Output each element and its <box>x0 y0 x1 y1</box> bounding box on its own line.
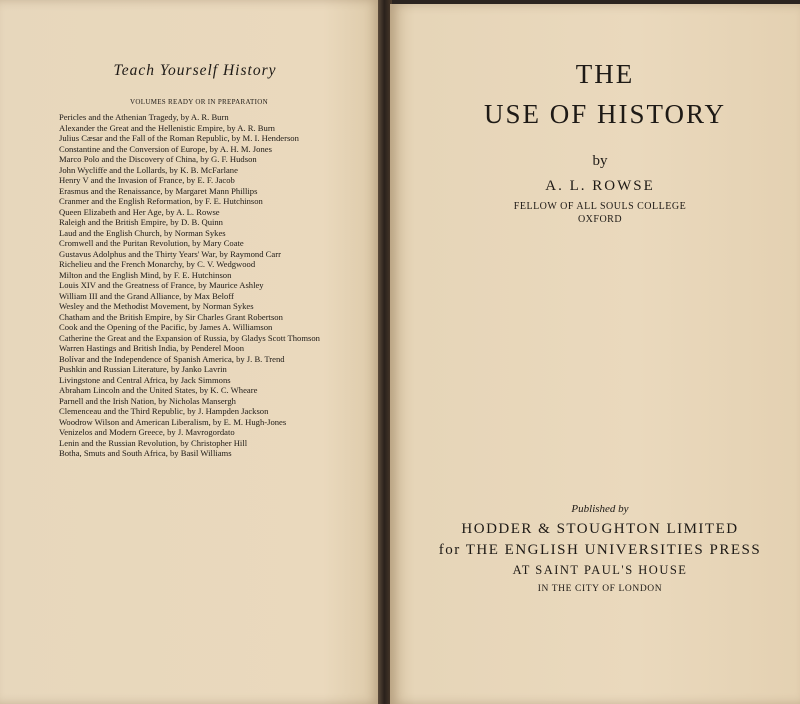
volume-item: Cromwell and the Puritan Revolution, by Mary Coate <box>59 238 244 248</box>
volume-item: Clemenceau and the Third Republic, by J. Hampden Jackson <box>59 406 269 416</box>
volume-item: Henry V and the Invasion of France, by E. F. Jacob <box>59 175 235 185</box>
volume-item: Chatham and the British Empire, by Sir Charles Grant Robertson <box>59 311 283 322</box>
volume-item: John Wycliffe and the Lollards, by K. B. McFarlane <box>59 164 238 175</box>
volume-item: Warren Hastings and British India, by Penderel Moon <box>59 343 244 353</box>
volume-item: Wesley and the Methodist Movement, by Norman Sykes <box>59 301 254 311</box>
series-title: Teach Yourself History <box>113 62 277 79</box>
author-name: A. L. ROWSE <box>545 178 655 194</box>
volume-item: Catherine the Great and the Expansion of Russia, by Gladys Scott Thomson <box>59 332 320 343</box>
volume-item: Julius Cæsar and the Fall of the Roman Republic, by M. I. Henderson <box>59 133 299 143</box>
publisher-address: AT SAINT PAUL'S HOUSE <box>512 563 688 577</box>
volume-item: Marco Polo and the Discovery of China, by G. F. Hudson <box>59 154 257 164</box>
volume-item: Abraham Lincoln and the United States, by K. C. Wheare <box>59 385 258 395</box>
volume-item: Erasmus and the Renaissance, by Margaret Mann Phillips <box>59 185 258 196</box>
volume-item: Bolívar and the Independence of Spanish America, by J. B. Trend <box>59 353 285 364</box>
volume-item: William III and the Grand Alliance, by Max Beloff <box>59 290 234 301</box>
volume-item: Botha, Smuts and South Africa, by Basil Williams <box>59 448 232 458</box>
left-page <box>0 0 380 704</box>
book-title-line1: THE <box>575 59 635 89</box>
volume-item: Raleigh and the British Empire, by D. B. Quinn <box>59 217 223 227</box>
volume-list <box>59 112 351 459</box>
volume-item: Lenin and the Russian Revolution, by Christopher Hill <box>59 437 248 448</box>
author-affiliation-city: OXFORD <box>577 214 623 225</box>
volume-item: Laud and the English Church, by Norman Sykes <box>59 227 226 238</box>
publisher-name: HODDER & STOUGHTON LIMITED <box>461 521 739 537</box>
published-by-label: Published by <box>571 503 629 515</box>
volume-item: Woodrow Wilson and American Liberalism, by E. M. Hugh-Jones <box>59 416 287 427</box>
volume-item: Queen Elizabeth and Her Age, by A. L. Rowse <box>59 206 220 217</box>
volume-item: Louis XIV and the Greatness of France, by Maurice Ashley <box>59 280 264 290</box>
by-line: by <box>592 153 608 169</box>
volume-item: Gustavus Adolphus and the Thirty Years' War, by Raymond Carr <box>59 248 281 259</box>
volume-item: Venizelos and Modern Greece, by J. Mavrogordato <box>59 427 235 437</box>
volume-item: Cranmer and the English Reformation, by F. E. Hutchinson <box>59 196 263 206</box>
publisher-city: IN THE CITY OF LONDON <box>537 584 663 594</box>
volume-item: Richelieu and the French Monarchy, by C. V. Wedgwood <box>59 259 256 269</box>
volume-item: Pushkin and Russian Literature, by Janko Lavrin <box>59 364 227 374</box>
publisher-imprint: for THE ENGLISH UNIVERSITIES PRESS <box>438 542 762 558</box>
book-title-line2: USE OF HISTORY <box>483 99 727 129</box>
volume-item: Parnell and the Irish Nation, by Nicholas Mansergh <box>59 395 236 406</box>
volumes-heading: VOLUMES READY OR IN PREPARATION <box>130 98 268 106</box>
volume-item: Cook and the Opening of the Pacific, by James A. Williamson <box>59 322 273 332</box>
author-affiliation-college: FELLOW OF ALL SOULS COLLEGE <box>513 201 687 212</box>
volume-item: Alexander the Great and the Hellenistic Empire, by A. R. Burn <box>59 122 275 133</box>
volume-item: Constantine and the Conversion of Europe, by A. H. M. Jones <box>59 143 272 154</box>
volume-item: Milton and the English Mind, by F. E. Hutchinson <box>59 269 232 280</box>
volume-item: Pericles and the Athenian Tragedy, by A. R. Burn <box>59 112 229 122</box>
volume-item: Livingstone and Central Africa, by Jack Simmons <box>59 374 231 385</box>
